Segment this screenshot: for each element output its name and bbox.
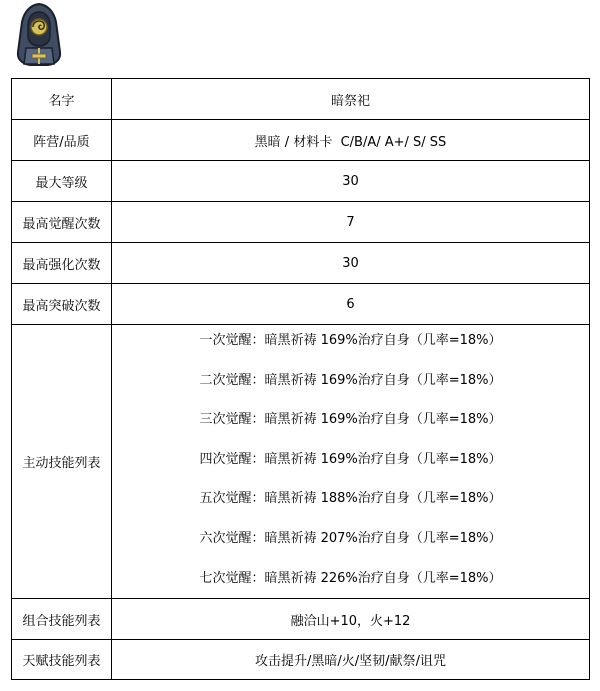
max-level-label: 最大等级: [12, 161, 112, 202]
table-row: [12, 243, 590, 284]
table-row: [12, 325, 590, 599]
max-awaken-value: 7: [112, 202, 590, 243]
talent-skills-value: 攻击提升/黑暗/火/坚韧/献祭/诅咒: [112, 640, 590, 680]
hooded-dark-priest-icon: [10, 2, 68, 68]
active-skills-label: 主动技能列表: [12, 325, 112, 599]
talent-skills-label: 天赋技能列表: [12, 640, 112, 680]
skill-item: 七次觉醒：暗黑祈祷 226%治疗自身（几率=18%）: [199, 570, 502, 586]
skill-item: 四次觉醒：暗黑祈祷 169%治疗自身（几率=18%）: [199, 451, 502, 467]
skill-item: 二次觉醒：暗黑祈祷 169%治疗自身（几率=18%）: [199, 372, 502, 388]
table-row: [12, 284, 590, 325]
table-row: [12, 79, 590, 120]
max-enhance-label: 最高强化次数: [12, 243, 112, 284]
max-enhance-value: 30: [112, 243, 590, 284]
active-skills-list: [112, 325, 590, 599]
character-info-table: [11, 78, 590, 680]
max-breakthrough-value: 6: [112, 284, 590, 325]
table-row: [12, 202, 590, 243]
table-row: [12, 120, 590, 161]
max-awaken-label: 最高觉醒次数: [12, 202, 112, 243]
max-breakthrough-label: 最高突破次数: [12, 284, 112, 325]
name-value: 暗祭祀: [112, 79, 590, 120]
table-row: [12, 599, 590, 640]
skill-item: 六次觉醒：暗黑祈祷 207%治疗自身（几率=18%）: [199, 530, 502, 546]
max-level-value: 30: [112, 161, 590, 202]
combo-skills-value: 融洽山+10，火+12: [112, 599, 590, 640]
hooded-dark-priest-avatar: [10, 2, 68, 68]
combo-skills-label: 组合技能列表: [12, 599, 112, 640]
faction-quality-value: 黑暗 / 材料卡 C/B/A/ A+/ S/ SS: [112, 120, 590, 161]
skill-item: 三次觉醒：暗黑祈祷 169%治疗自身（几率=18%）: [199, 412, 502, 428]
skill-item: 五次觉醒：暗黑祈祷 188%治疗自身（几率=18%）: [199, 491, 502, 507]
table-row: [12, 640, 590, 680]
skill-item: 一次觉醒：暗黑祈祷 169%治疗自身（几率=18%）: [199, 333, 502, 348]
faction-quality-label: 阵营/品质: [12, 120, 112, 161]
table-row: [12, 161, 590, 202]
name-label: 名字: [12, 79, 112, 120]
